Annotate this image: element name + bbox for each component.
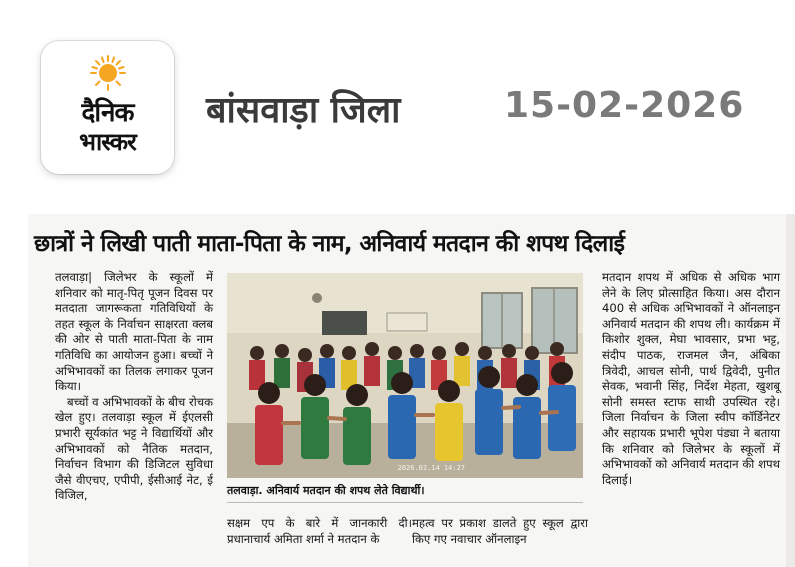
article-headline: छात्रों ने लिखी पाती माता-पिता के नाम, अनिवार्य मतदान की शपथ दिलाई bbox=[34, 231, 625, 257]
bottom-text-1: सक्षम एप के बारे में जानकारी दी। प्रधानाचार्य अमिता शर्मा ने मतदान के bbox=[227, 516, 412, 546]
dainik-bhaskar-logo bbox=[41, 41, 174, 174]
caption-divider bbox=[227, 502, 583, 503]
left-paragraph-2: बच्चों व अभिभावकों के बीच रोचक खेल हुए। तलवाड़ा स्कूल में ईएलसी प्रभारी सूर्यकांत भट्ट ने विद्यार्थियों और अभिभावकों को नैतिक मतदान, निर्वाचन विभाग की डिजिटल सुविधा जैसे वीएचए, एपीपी, ईसीआई नेट, ई विजिल, bbox=[55, 394, 213, 503]
logo-text-bhaskar: भास्कर bbox=[79, 128, 136, 156]
logo-text-dainik: दैनिक bbox=[81, 98, 134, 128]
district-title: बांसवाड़ा जिला bbox=[206, 90, 401, 131]
article-right-column: मतदान शपथ में अधिक से अधिक भाग लेने के लिए प्रोत्साहित किया। अस दौरान 400 से अधिक अभिभावकों ने ऑनलाइन अनिवार्य मतदान की शपथ ली। कार्यक्रम में किशोर शुक्ल, मेघा भावसार, प्रभा भट्ट, संदीप पाठक, राजमल जैन, अंबिका त्रिवेदी, आचल सोनी, पार्थ द्विवेदी, पुनीत सेवक, भवानी सिंह, निर्देश मेहता, खुशबू सोनी समस्त स्टाफ साथी उपस्थित रहे। जिला निर्वाचन के जिला स्वीप कॉर्डिनेटर और सहायक प्रभारी भूपेश पंड्या ने बताया कि शनिवार को जिलेभर के स्कूलों में अभिभावकों को अनिवार्य मतदान की शपथ दिलाई। bbox=[602, 270, 780, 487]
article-left-column bbox=[55, 270, 213, 504]
bottom-text-2: महत्व पर प्रकाश डालते हुए स्कूल द्वारा किए गए नवाचार ऑनलाइन bbox=[412, 516, 588, 546]
edition-date: 15-02-2026 bbox=[504, 85, 745, 126]
left-paragraph-1: तलवाड़ा| जिलेभर के स्कूलों में शनिवार को मातृ-पितृ पूजन दिवस पर मतदाता जागरूकता गतिविधियों के तहत स्कूल के निर्वाचन साक्षरता क्लब की ओर से पाती माता-पिता के नाम गतिविधि का आयोजन हुआ। बच्चों ने अभिभावकों का तिलक लगाकर पूजन किया। bbox=[55, 270, 213, 394]
students-oath-photo bbox=[227, 273, 583, 478]
sun-icon bbox=[90, 55, 126, 91]
photo-caption: तलवाड़ा. अनिवार्य मतदान की शपथ लेते विद्यार्थी। bbox=[227, 484, 425, 497]
clipping-edge bbox=[786, 214, 795, 567]
photo-timestamp: 2026.02.14 14:27 bbox=[397, 464, 465, 472]
article-photo bbox=[227, 273, 583, 478]
